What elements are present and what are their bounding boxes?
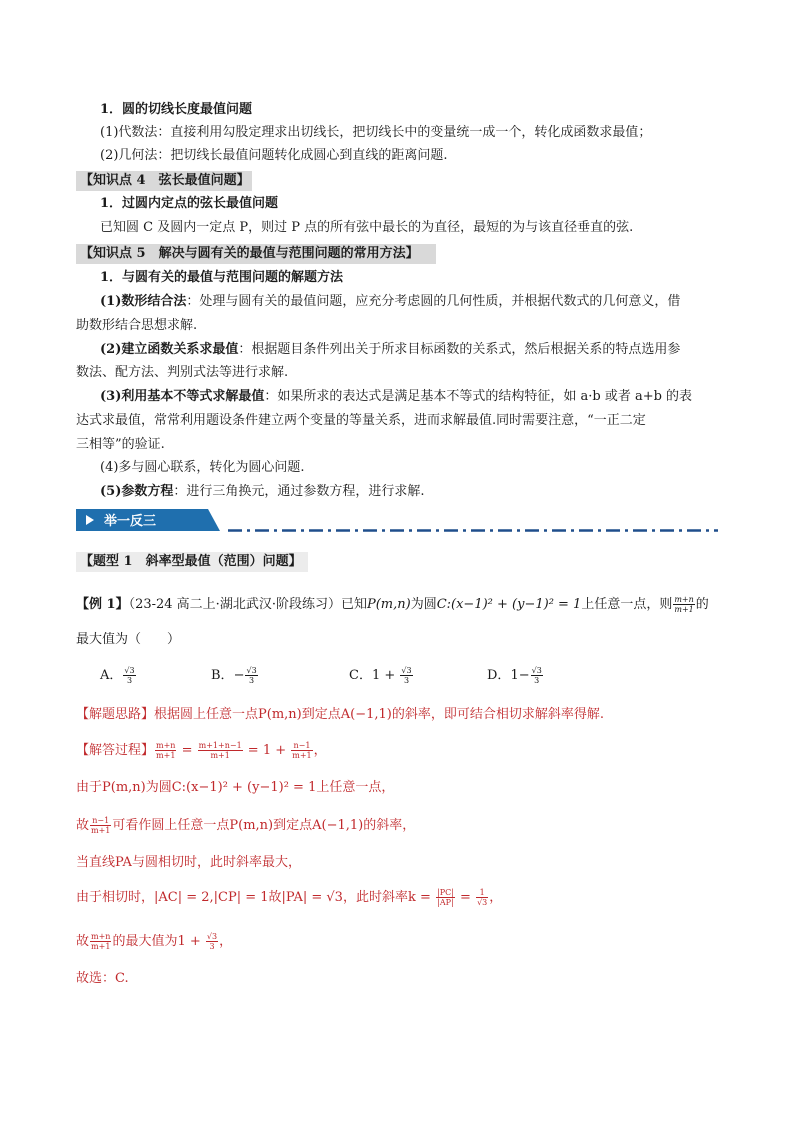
option-c xyxy=(349,664,414,685)
fraction-numerator: √3 xyxy=(531,666,542,675)
method-2-text: ：根据题目条件列出关于所求目标函数的关系式，然后根据关系的特点选用参 xyxy=(238,342,681,357)
example-tail-text: 上任意一点，则 xyxy=(581,597,673,612)
solution-step-4: 当直线PA与圆相切时，此时斜率最大， xyxy=(76,855,301,870)
fraction-denominator: m+1 xyxy=(91,826,111,835)
solution-step-5 xyxy=(76,886,502,907)
step-6-middle: 的最大值为1 + xyxy=(112,934,205,949)
step-5-text: 由于相切时，|AC| = 2,|CP| = 1故|PA| = √3，此时斜率k = xyxy=(76,890,435,905)
step-3-prefix: 故 xyxy=(76,818,90,833)
fraction-denominator: m+1 xyxy=(292,751,312,760)
method-1-line-1 xyxy=(100,290,680,309)
option-fraction xyxy=(123,666,135,685)
paragraph-algebra-method: (1)代数法：直接利用勾股定理求出切线长，把切线长中的变量统一成一个，转化成函数求最值； xyxy=(100,125,652,140)
solution-step-2: 由于P(m,n)为圆C:(x−1)² + (y−1)² = 1上任意一点， xyxy=(76,780,395,795)
method-5-label: (5)参数方程 xyxy=(100,484,174,499)
fraction-denominator: |AP| xyxy=(437,898,454,907)
method-1-label: (1)数形结合法 xyxy=(100,294,187,309)
method-3-line-1 xyxy=(100,385,692,404)
method-2-label: (2)建立函数关系求最值 xyxy=(100,342,239,357)
kp4-title: 1．过圆内定点的弦长最值问题 xyxy=(100,196,279,211)
point-p: P(m,n) xyxy=(366,597,411,612)
fraction-denominator: m+1 xyxy=(91,942,111,951)
fraction-denominator: m+1 xyxy=(210,751,230,760)
example-label: 【例 1】 xyxy=(76,597,129,612)
method-5 xyxy=(100,480,425,499)
banner-label: 举一反三 xyxy=(104,514,157,529)
solution-step-6 xyxy=(76,930,232,951)
fraction-numerator: m+n xyxy=(156,741,176,750)
fraction-denominator: 3 xyxy=(403,676,410,685)
step-6-prefix: 故 xyxy=(76,934,90,949)
step-1-fraction-c xyxy=(291,741,312,760)
solution-step-3 xyxy=(76,814,415,835)
step-1-fraction-a xyxy=(155,741,176,760)
fraction-numerator: √3 xyxy=(246,666,257,675)
example-1-line-1 xyxy=(76,593,709,614)
fraction-numerator: m+n xyxy=(674,595,694,604)
fraction-numerator: m+n xyxy=(91,932,111,941)
option-b xyxy=(211,664,259,685)
step-6-fraction-b xyxy=(206,932,218,951)
method-2-line-2: 数法、配方法、判别式法等进行求解. xyxy=(76,365,289,380)
method-2-line-1 xyxy=(100,338,680,357)
method-1-line-2: 助数形结合思想求解. xyxy=(76,318,198,333)
solution-step-1 xyxy=(76,739,327,760)
step-3-fraction xyxy=(90,816,111,835)
step-6-fraction-a xyxy=(90,932,111,951)
step-3-text: 可看作圆上任意一点P(m,n)到定点A(−1,1)的斜率， xyxy=(112,818,416,833)
fraction-numerator: √3 xyxy=(124,666,135,675)
step-5-fraction-b xyxy=(476,888,488,907)
option-d xyxy=(487,664,544,685)
fraction-numerator: m+1+n−1 xyxy=(198,741,242,750)
solution-idea-text: 根据圆上任意一点P(m,n)到定点A(−1,1)的斜率，即可结合相切求解斜率得解. xyxy=(154,707,604,722)
option-letter: C． xyxy=(349,668,372,683)
solution-idea-label: 【解题思路】 xyxy=(76,707,155,722)
example-end-text: 的 xyxy=(695,597,709,612)
option-letter: D． xyxy=(487,668,511,683)
kp5-title: 1．与圆有关的最值与范围问题的解题方法 xyxy=(100,270,344,285)
fraction-denominator: m+1 xyxy=(156,751,176,760)
kp4-paragraph: 已知圆 C 及圆内一定点 P，则过 P 点的所有弦中最长的为直径，最短的为与该直径垂直的弦. xyxy=(100,220,634,235)
solution-idea xyxy=(76,703,604,722)
fraction-numerator: √3 xyxy=(206,932,218,941)
method-3-line-2: 达式求最值，常常利用题设条件建立两个变量的等量关系，进而求解最值.同时需要注意，“一正二定 xyxy=(76,413,646,428)
method-3-text: ：如果所求的表达式是满足基本不等式的结构特征，如 a·b 或者 a+b 的表 xyxy=(264,389,693,404)
solution-process-label: 【解答过程】 xyxy=(76,743,155,758)
method-4: (4)多与圆心联系，转化为圆心问题. xyxy=(100,460,305,475)
option-fraction xyxy=(400,666,412,685)
option-prefix: 1− xyxy=(510,668,530,683)
option-fraction xyxy=(531,666,543,685)
option-prefix: − xyxy=(233,668,245,683)
fraction-denominator: 3 xyxy=(209,942,215,951)
option-letter: B． xyxy=(211,668,234,683)
equals-sign: = xyxy=(455,890,476,905)
fraction-denominator: m+1 xyxy=(674,605,694,614)
fraction-denominator: 3 xyxy=(126,676,133,685)
fraction-denominator: √3 xyxy=(477,898,488,907)
fraction-denominator: 3 xyxy=(249,676,255,685)
example-source: （23-24 高二上·湖北武汉·阶段练习）已知 xyxy=(128,597,367,612)
paragraph-geometry-method: (2)几何法：把切线长最值问题转化成圆心到直线的距离问题. xyxy=(100,148,448,163)
fraction-denominator: 3 xyxy=(534,676,540,685)
step-5-fraction-a xyxy=(436,888,455,907)
method-1-text: ：处理与圆有关的最值问题，应充分考虑圆的几何性质，并根据代数式的几何意义，借 xyxy=(186,294,681,309)
option-fraction xyxy=(245,666,257,685)
kp4-header: 【知识点 4 弦长最值问题】 xyxy=(76,171,252,191)
banner-ribbon xyxy=(76,507,220,533)
method-5-text: ：进行三角换元，通过参数方程，进行求解. xyxy=(173,484,425,499)
section-title-tangent: 1．圆的切线长度最值问题 xyxy=(100,102,253,117)
equals-sign: = xyxy=(177,743,197,758)
example-mid-text: 为圆 xyxy=(410,597,437,612)
method-3-label: (3)利用基本不等式求解最值 xyxy=(100,389,265,404)
step-1-middle: = 1 + xyxy=(243,743,291,758)
step-1-fraction-b xyxy=(198,741,243,760)
fraction-numerator: n−1 xyxy=(90,816,111,826)
step-5-end: ， xyxy=(489,890,503,905)
option-letter: A． xyxy=(100,668,123,683)
step-1-end: ， xyxy=(313,743,327,758)
fraction-numerator: n−1 xyxy=(291,741,312,751)
circle-equation: C:(x−1)² + (y−1)² = 1 xyxy=(436,597,582,612)
option-a xyxy=(100,664,137,685)
fraction-numerator: 1 xyxy=(476,888,488,898)
example-1-line-2: 最大值为（ ） xyxy=(76,632,181,647)
target-fraction xyxy=(673,595,694,614)
type1-header: 【题型 1 斜率型最值（范围）问题】 xyxy=(76,552,308,572)
option-prefix: 1 + xyxy=(371,668,400,683)
fraction-numerator: √3 xyxy=(401,666,412,675)
kp5-header: 【知识点 5 解决与圆有关的最值与范围问题的常用方法】 xyxy=(76,244,436,264)
solution-answer: 故选：C. xyxy=(76,971,129,986)
banner-dash-line xyxy=(228,529,718,532)
method-3-line-3: 三相等”的验证. xyxy=(76,437,165,452)
fraction-numerator: |PC| xyxy=(437,888,454,897)
step-6-end: ， xyxy=(219,934,233,949)
